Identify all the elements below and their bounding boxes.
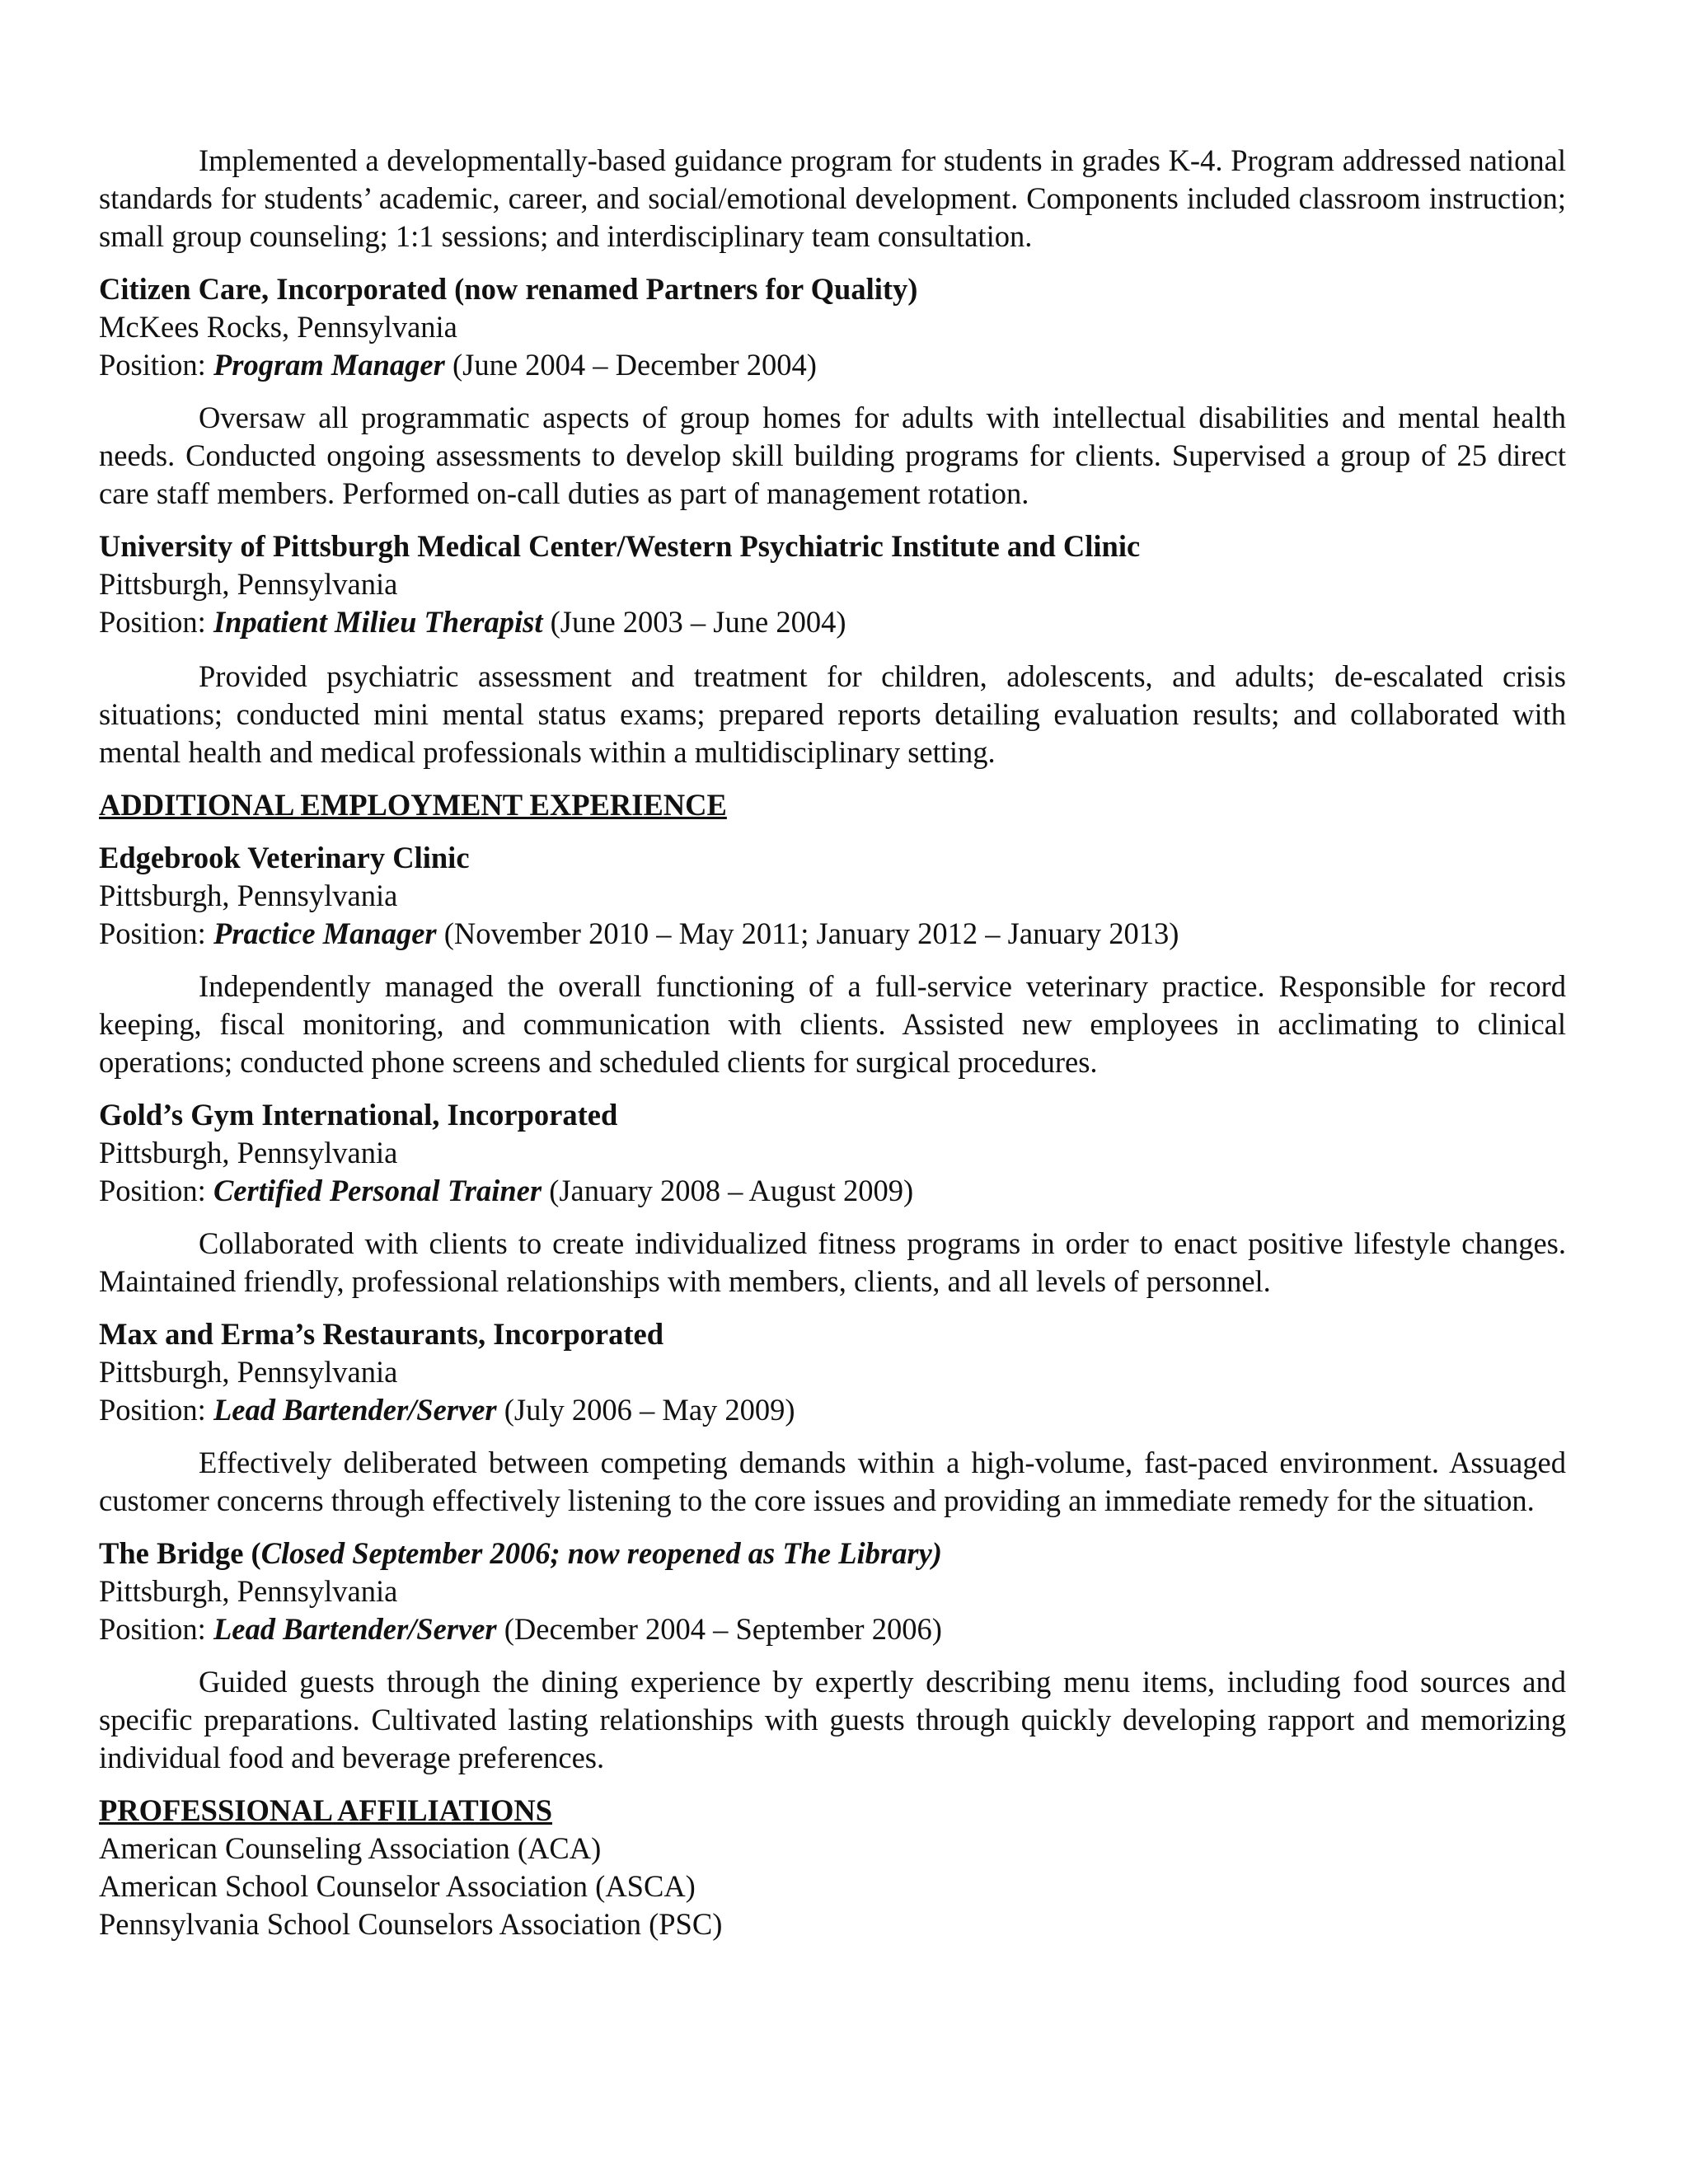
position-prefix: Position: (99, 916, 213, 950)
position-dates: (June 2003 – June 2004) (542, 605, 846, 639)
position-line (99, 1391, 1566, 1429)
job-description: Provided psychiatric assessment and treatment for children, adolescents, and adults; de-escalated crisis situations; conducted mini mental status exams; prepared reports detailing evaluation results; and collaborated with mental health and medical professionals within a multidisciplinary setting. (99, 659, 1566, 769)
position-dates: (June 2004 – December 2004) (444, 348, 817, 382)
position-dates: (December 2004 – September 2006) (496, 1612, 942, 1646)
job-description: Oversaw all programmatic aspects of group homes for adults with intellectual disabilities and mental health needs. Conducted ongoing assessments to develop skill building programs for clients. Supervised a group of 25 direct care staff members. Performed on-call duties as part of management rotation. (99, 401, 1566, 510)
job-entry-golds-gym (99, 1096, 1566, 1301)
employer-name (99, 1535, 1566, 1572)
position-prefix: Position: (99, 1612, 213, 1646)
position-title: Inpatient Milieu Therapist (213, 605, 543, 639)
position-prefix: Position: (99, 1393, 213, 1427)
position-title: Certified Personal Trainer (213, 1174, 542, 1207)
employer-location: Pittsburgh, Pennsylvania (99, 879, 398, 912)
job-entry-max-and-ermas (99, 1315, 1566, 1520)
affiliation-item: American School Counselor Association (ASCA) (99, 1869, 696, 1903)
position-title: Program Manager (213, 348, 445, 382)
employer-name-main: The Bridge ( (99, 1536, 261, 1570)
job-description: Guided guests through the dining experience by expertly describing menu items, including food sources and specific preparations. Cultivated lasting relationships with guests through quickly developing rapport and memorizing individual food and beverage preferences. (99, 1665, 1566, 1774)
section-heading-additional: ADDITIONAL EMPLOYMENT EXPERIENCE (99, 788, 727, 822)
position-title: Practice Manager (213, 916, 437, 950)
employer-name: Citizen Care, Incorporated (now renamed Partners for Quality) (99, 272, 918, 306)
position-prefix: Position: (99, 1174, 213, 1207)
employer-name-note: Closed September 2006; now reopened as The Library) (260, 1536, 942, 1570)
position-title: Lead Bartender/Server (213, 1612, 497, 1646)
job-entry-citizen-care (99, 270, 1566, 513)
job-entry-edgebrook (99, 839, 1566, 1081)
position-line (99, 346, 1566, 384)
employer-name: Edgebrook Veterinary Clinic (99, 841, 470, 874)
position-prefix: Position: (99, 348, 213, 382)
intro-paragraph: Implemented a developmentally-based guidance program for students in grades K-4. Program addressed national standards for students’ academic, career, and social/emotional development. Components included classroom instruction; small group counseling; 1:1 sessions; and interdisciplinary team consultation. (99, 143, 1566, 253)
position-line (99, 1610, 1566, 1648)
job-entry-upmc (99, 527, 1566, 771)
job-description: Effectively deliberated between competing demands within a high-volume, fast-paced environment. Assuaged customer concerns through effectively listening to the core issues and providing an immediate remedy for the situation. (99, 1446, 1566, 1517)
employer-name: University of Pittsburgh Medical Center/Western Psychiatric Institute and Clinic (99, 529, 1141, 563)
job-description: Collaborated with clients to create individualized fitness programs in order to enact positive lifestyle changes. Maintained friendly, professional relationships with members, clients, and all levels of personnel. (99, 1226, 1566, 1298)
position-line (99, 603, 1566, 641)
position-line (99, 915, 1566, 953)
position-prefix: Position: (99, 605, 213, 639)
job-description: Independently managed the overall functioning of a full-service veterinary practice. Responsible for record keeping, fiscal monitoring, and communication with clients. Assisted new employees in acclimating to clinical operations; conducted phone screens and scheduled clients for surgical procedures. (99, 969, 1566, 1079)
affiliation-item: Pennsylvania School Counselors Association (PSC) (99, 1907, 723, 1941)
position-line (99, 1172, 1566, 1210)
position-dates: (January 2008 – August 2009) (542, 1174, 914, 1207)
resume-page (99, 142, 1566, 1943)
employer-location: Pittsburgh, Pennsylvania (99, 567, 398, 601)
employer-name: Max and Erma’s Restaurants, Incorporated (99, 1317, 664, 1351)
employer-location: Pittsburgh, Pennsylvania (99, 1574, 398, 1608)
employer-location: Pittsburgh, Pennsylvania (99, 1355, 398, 1389)
section-heading-affiliations: PROFESSIONAL AFFILIATIONS (99, 1793, 552, 1827)
employer-location: Pittsburgh, Pennsylvania (99, 1136, 398, 1169)
position-title: Lead Bartender/Server (213, 1393, 497, 1427)
employer-location: McKees Rocks, Pennsylvania (99, 310, 457, 344)
job-entry-the-bridge (99, 1535, 1566, 1777)
affiliation-item: American Counseling Association (ACA) (99, 1831, 602, 1865)
position-dates: (July 2006 – May 2009) (496, 1393, 795, 1427)
stray-mark (99, 641, 1566, 658)
position-dates: (November 2010 – May 2011; January 2012 – January 2013) (436, 916, 1179, 950)
employer-name: Gold’s Gym International, Incorporated (99, 1098, 618, 1132)
